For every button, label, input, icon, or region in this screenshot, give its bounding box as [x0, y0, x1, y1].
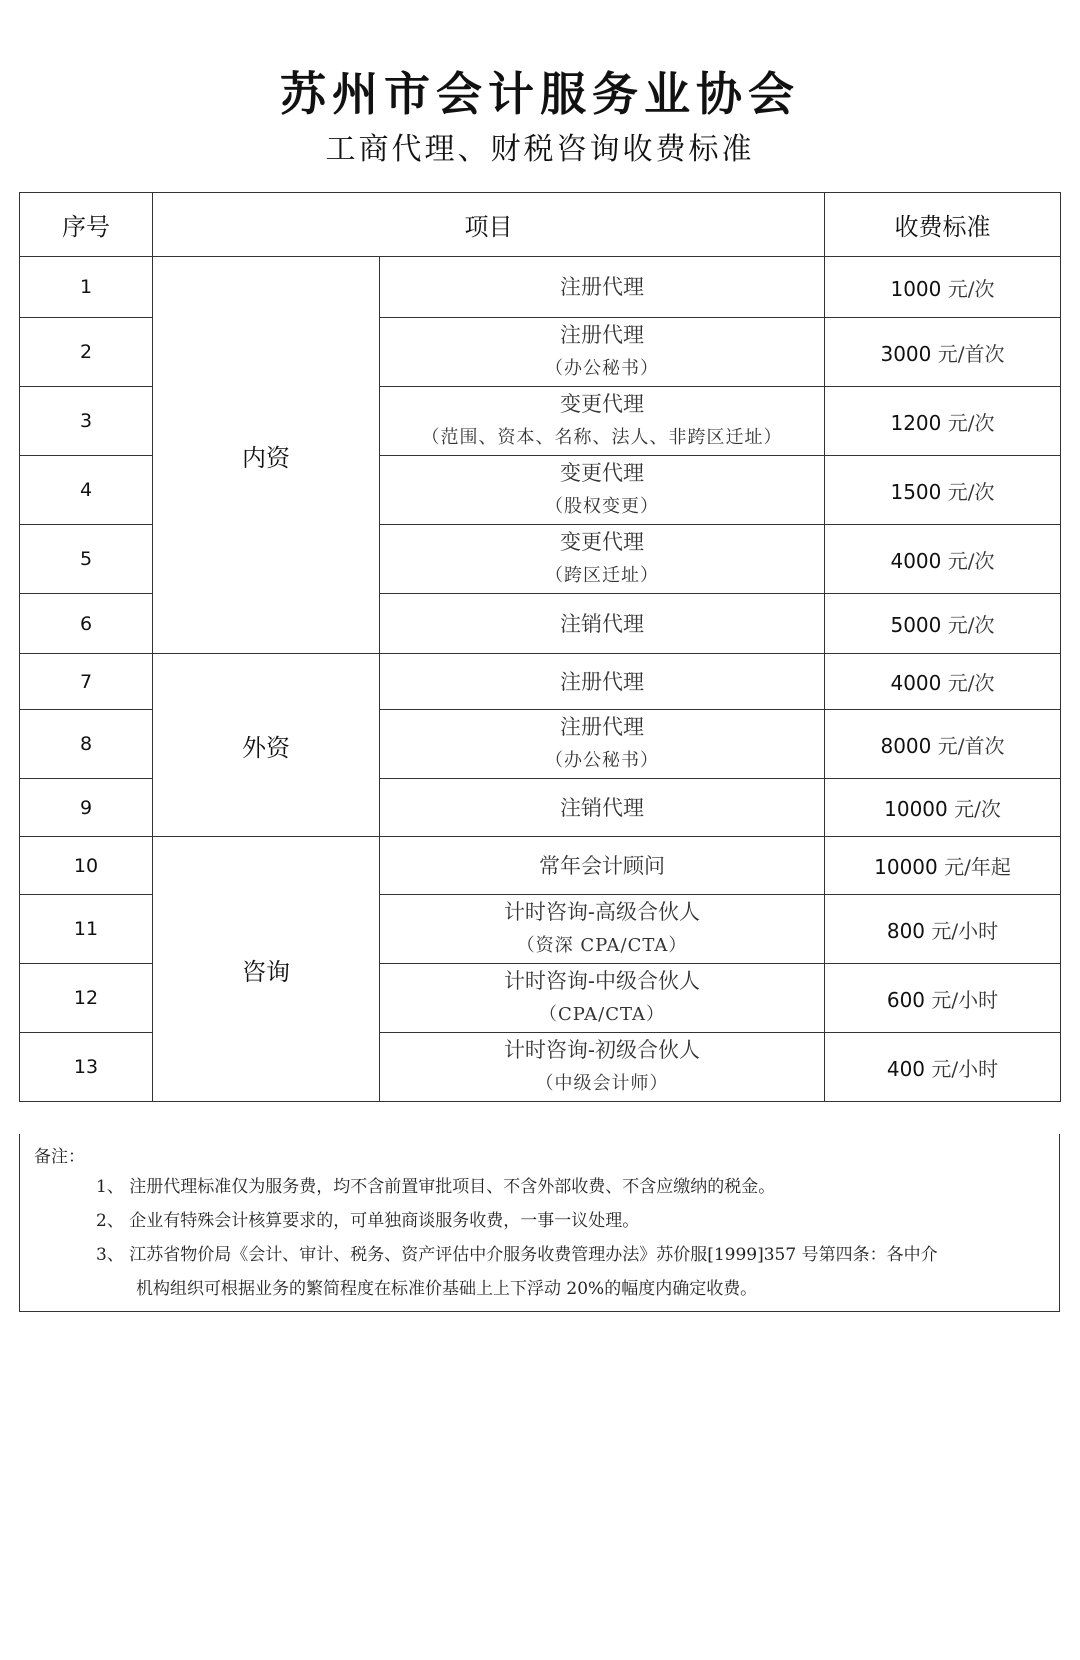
fee-cell	[825, 387, 1061, 456]
table-row	[20, 257, 1061, 318]
document-subtitle: 工商代理、财税咨询收费标准	[325, 132, 755, 167]
item-name: 注册代理	[560, 669, 644, 694]
category-cell: 外资	[153, 654, 380, 837]
item-cell	[380, 895, 825, 964]
item-name: 注册代理	[560, 323, 644, 347]
row-number: 1	[20, 257, 153, 318]
item-name: 计时咨询-初级合伙人	[503, 1038, 701, 1062]
header-item: 项目	[153, 193, 825, 257]
row-number: 4	[20, 456, 153, 525]
row-number: 3	[20, 387, 153, 456]
fee-unit: 元/次	[954, 797, 1001, 821]
item-note: （跨区迁址）	[545, 565, 659, 586]
fee-amount: 4000	[890, 548, 942, 573]
fee-cell	[825, 594, 1061, 654]
fee-unit: 元/首次	[937, 733, 1005, 758]
fee-unit: 元/次	[947, 671, 995, 695]
item-cell	[380, 257, 825, 318]
item-cell	[380, 964, 825, 1033]
item-cell	[380, 456, 825, 525]
item-note: （股权变更）	[545, 496, 659, 517]
row-number: 9	[20, 779, 153, 837]
notes-heading: 备注：	[34, 1147, 85, 1167]
table-header-row	[20, 193, 1061, 257]
fee-unit: 元/次	[947, 276, 995, 301]
item-name: 注销代理	[560, 795, 644, 820]
fee-amount: 10000	[884, 797, 948, 821]
header-fee: 收费标准	[825, 193, 1061, 257]
fee-unit: 元/次	[947, 479, 995, 504]
item-cell	[380, 318, 825, 387]
fee-amount: 4000	[890, 671, 942, 695]
fee-cell	[825, 710, 1061, 779]
item-cell	[380, 387, 825, 456]
row-number: 2	[20, 318, 153, 387]
row-number: 12	[20, 964, 153, 1033]
item-note: （CPA/CTA）	[538, 1004, 666, 1025]
fee-cell	[825, 257, 1061, 318]
item-note: （办公秘书）	[545, 750, 659, 771]
item-name: 注册代理	[560, 715, 644, 739]
item-name: 变更代理	[560, 392, 644, 416]
item-cell	[380, 654, 825, 710]
fee-unit: 元/次	[947, 410, 995, 435]
fee-unit: 元/小时	[931, 1056, 999, 1081]
item-cell	[380, 1033, 825, 1102]
fee-cell	[825, 895, 1061, 964]
row-number: 11	[20, 895, 153, 964]
row-number: 6	[20, 594, 153, 654]
fee-amount: 1200	[890, 410, 942, 435]
document-title: 苏州市会计服务业协会	[280, 67, 800, 121]
fee-amount: 1500	[890, 479, 942, 504]
item-note: （办公秘书）	[545, 358, 659, 379]
row-number: 5	[20, 525, 153, 594]
fee-unit: 元/年起	[944, 855, 1011, 879]
fee-cell	[825, 779, 1061, 837]
category-cell: 内资	[153, 257, 380, 654]
item-cell	[380, 837, 825, 895]
item-cell	[380, 525, 825, 594]
item-cell	[380, 779, 825, 837]
fee-amount: 3000	[880, 341, 932, 366]
fee-table-body	[20, 257, 1061, 1102]
row-number: 13	[20, 1033, 153, 1102]
fee-table	[19, 192, 1061, 1102]
item-name: 计时咨询-高级合伙人	[503, 900, 701, 924]
item-name: 变更代理	[560, 461, 644, 485]
fee-amount: 8000	[880, 733, 932, 758]
fee-cell	[825, 1033, 1061, 1102]
fee-unit: 元/小时	[931, 918, 999, 943]
item-name: 注册代理	[560, 275, 644, 299]
row-number: 8	[20, 710, 153, 779]
fee-cell	[825, 318, 1061, 387]
note-item: 3、 江苏省物价局《会计、审计、税务、资产评估中介服务收费管理办法》苏价服[1999]357 号第四条：各中介	[96, 1245, 938, 1265]
fee-amount: 5000	[890, 613, 942, 637]
table-row	[20, 654, 1061, 710]
fee-amount: 600	[886, 987, 926, 1012]
table-row	[20, 837, 1061, 895]
row-number: 7	[20, 654, 153, 710]
category-cell: 咨询	[153, 837, 380, 1102]
item-cell	[380, 710, 825, 779]
fee-cell	[825, 456, 1061, 525]
fee-unit: 元/次	[947, 613, 995, 637]
fee-unit: 元/首次	[937, 341, 1005, 366]
note-item: 2、 企业有特殊会计核算要求的，可单独商谈服务收费，一事一议处理。	[96, 1211, 640, 1231]
header-no: 序号	[20, 193, 153, 257]
item-name: 变更代理	[560, 530, 644, 554]
item-note: （资深 CPA/CTA）	[516, 935, 688, 956]
fee-amount: 400	[886, 1056, 926, 1081]
fee-cell	[825, 837, 1061, 895]
fee-unit: 元/次	[947, 548, 995, 573]
note-item-continuation: 机构组织可根据业务的繁简程度在标准价基础上上下浮动 20%的幅度内确定收费。	[136, 1279, 758, 1299]
item-name: 计时咨询-中级合伙人	[503, 969, 701, 993]
item-note: （中级会计师）	[535, 1073, 669, 1094]
item-cell	[380, 594, 825, 654]
fee-unit: 元/小时	[931, 987, 999, 1012]
fee-cell	[825, 525, 1061, 594]
row-number: 10	[20, 837, 153, 895]
fee-amount: 800	[886, 918, 926, 943]
fee-amount: 1000	[890, 276, 942, 301]
fee-cell	[825, 964, 1061, 1033]
item-name: 常年会计顾问	[539, 853, 665, 878]
note-item: 1、 注册代理标准仅为服务费，均不含前置审批项目、不含外部收费、不含应缴纳的税金。	[96, 1177, 776, 1197]
item-name: 注销代理	[560, 611, 644, 636]
fee-amount: 10000	[874, 855, 938, 879]
notes-box	[19, 1134, 1060, 1312]
fee-cell	[825, 654, 1061, 710]
item-note: （范围、资本、名称、法人、非跨区迁址）	[421, 427, 783, 448]
